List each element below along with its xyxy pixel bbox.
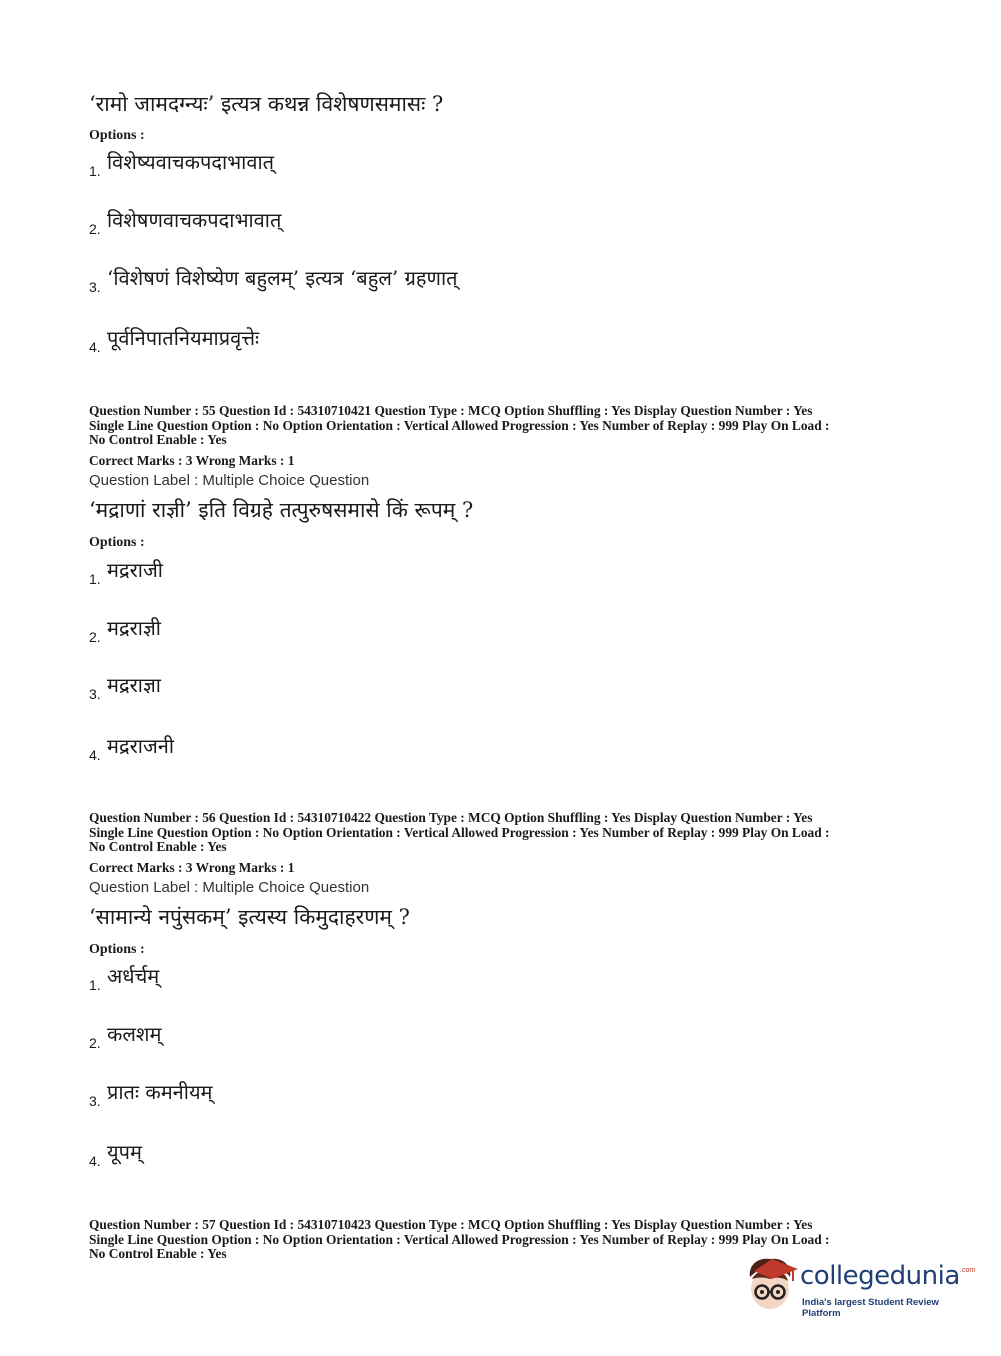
question-text-54: ‘रामो जामदग्न्यः’ इत्यत्र कथन्न विशेषणसमासः ? xyxy=(89,92,444,116)
option-text: अर्धर्चम् xyxy=(107,964,160,988)
option-number: 4. xyxy=(89,1153,101,1169)
marks-55: Correct Marks : 3 Wrong Marks : 1 xyxy=(89,453,295,468)
logo-wordmark: collegedunia xyxy=(800,1261,960,1291)
option-54-1 xyxy=(89,148,275,179)
option-text: विशेषणवाचकपदाभावात् xyxy=(107,208,282,232)
meta-line: Single Line Question Option : No Option Orientation : Vertical Allowed Progression : Yes Number of Replay : 999 Play On Load : xyxy=(89,824,830,840)
options-label-55: Options : xyxy=(89,535,145,550)
option-text: मद्रराजनी xyxy=(107,734,175,758)
meta-line: Single Line Question Option : No Option Orientation : Vertical Allowed Progression : Yes Number of Replay : 999 Play On Load : xyxy=(89,417,830,433)
option-56-2 xyxy=(89,1020,162,1051)
meta-line: Single Line Question Option : No Option Orientation : Vertical Allowed Progression : Yes Number of Replay : 999 Play On Load : xyxy=(89,1231,830,1247)
collegedunia-logo xyxy=(742,1255,976,1319)
meta-line: No Control Enable : Yes xyxy=(89,839,227,855)
option-number: 1. xyxy=(89,977,101,993)
option-number: 3. xyxy=(89,686,101,702)
question-text-55: ‘मद्राणां राज्ञी’ इति विग्रहे तत्पुरुषसमासे किं रूपम् ? xyxy=(89,498,474,522)
option-56-1 xyxy=(89,962,160,993)
option-text: मद्रराजी xyxy=(107,558,163,582)
question-text-56: ‘सामान्ये नपुंसकम्’ इत्यस्य किमुदाहरणम् ? xyxy=(89,905,410,929)
option-55-4 xyxy=(89,732,175,763)
option-56-3 xyxy=(89,1078,213,1109)
option-number: 1. xyxy=(89,163,101,179)
option-number: 1. xyxy=(89,571,101,587)
option-text: मद्रराज्ञा xyxy=(107,673,161,697)
option-55-1 xyxy=(89,556,163,587)
question-label-56: Question Label : Multiple Choice Question xyxy=(89,879,370,896)
option-text: यूपम् xyxy=(107,1140,142,1164)
option-number: 3. xyxy=(89,1093,101,1109)
option-56-4 xyxy=(89,1138,142,1169)
option-text: ‘विशेषणं विशेष्येण बहुलम्’ इत्यत्र ‘बहुल’ ग्रहणात् xyxy=(107,266,458,290)
option-number: 2. xyxy=(89,1035,101,1051)
option-text: पूर्वनिपातनियमाप्रवृत्तेः xyxy=(107,326,260,350)
option-55-3 xyxy=(89,671,161,702)
option-number: 4. xyxy=(89,747,101,763)
option-text: प्रातः कमनीयम् xyxy=(107,1080,213,1104)
marks-56: Correct Marks : 3 Wrong Marks : 1 xyxy=(89,860,295,875)
option-number: 2. xyxy=(89,629,101,645)
option-number: 4. xyxy=(89,339,101,355)
question-meta-55 xyxy=(89,404,919,448)
option-number: 3. xyxy=(89,279,101,295)
options-label-54: Options : xyxy=(89,128,145,143)
option-54-4 xyxy=(89,324,260,355)
question-meta-56 xyxy=(89,811,919,855)
option-54-2 xyxy=(89,206,282,237)
meta-line: Question Number : 57 Question Id : 54310710423 Question Type : MCQ Option Shuffling : Yes Display Question Number : Yes xyxy=(89,1217,813,1232)
meta-line: No Control Enable : Yes xyxy=(89,432,227,448)
question-label-55: Question Label : Multiple Choice Question xyxy=(89,472,370,489)
option-55-2 xyxy=(89,614,161,645)
meta-line: No Control Enable : Yes xyxy=(89,1246,227,1262)
option-text: विशेष्यवाचकपदाभावात् xyxy=(107,150,275,174)
option-number: 2. xyxy=(89,221,101,237)
meta-line: Question Number : 56 Question Id : 54310710422 Question Type : MCQ Option Shuffling : Yes Display Question Number : Yes xyxy=(89,810,813,825)
option-text: कलशम् xyxy=(107,1022,162,1046)
logo-domain-suffix: .com xyxy=(960,1267,976,1274)
logo-tagline: India's largest Student Review Platform xyxy=(802,1297,939,1319)
option-text: मद्रराज्ञी xyxy=(107,616,161,640)
meta-line: Question Number : 55 Question Id : 54310710421 Question Type : MCQ Option Shuffling : Yes Display Question Number : Yes xyxy=(89,403,813,418)
option-54-3 xyxy=(89,264,458,295)
options-label-56: Options : xyxy=(89,942,145,957)
student-mascot-icon xyxy=(742,1255,800,1315)
